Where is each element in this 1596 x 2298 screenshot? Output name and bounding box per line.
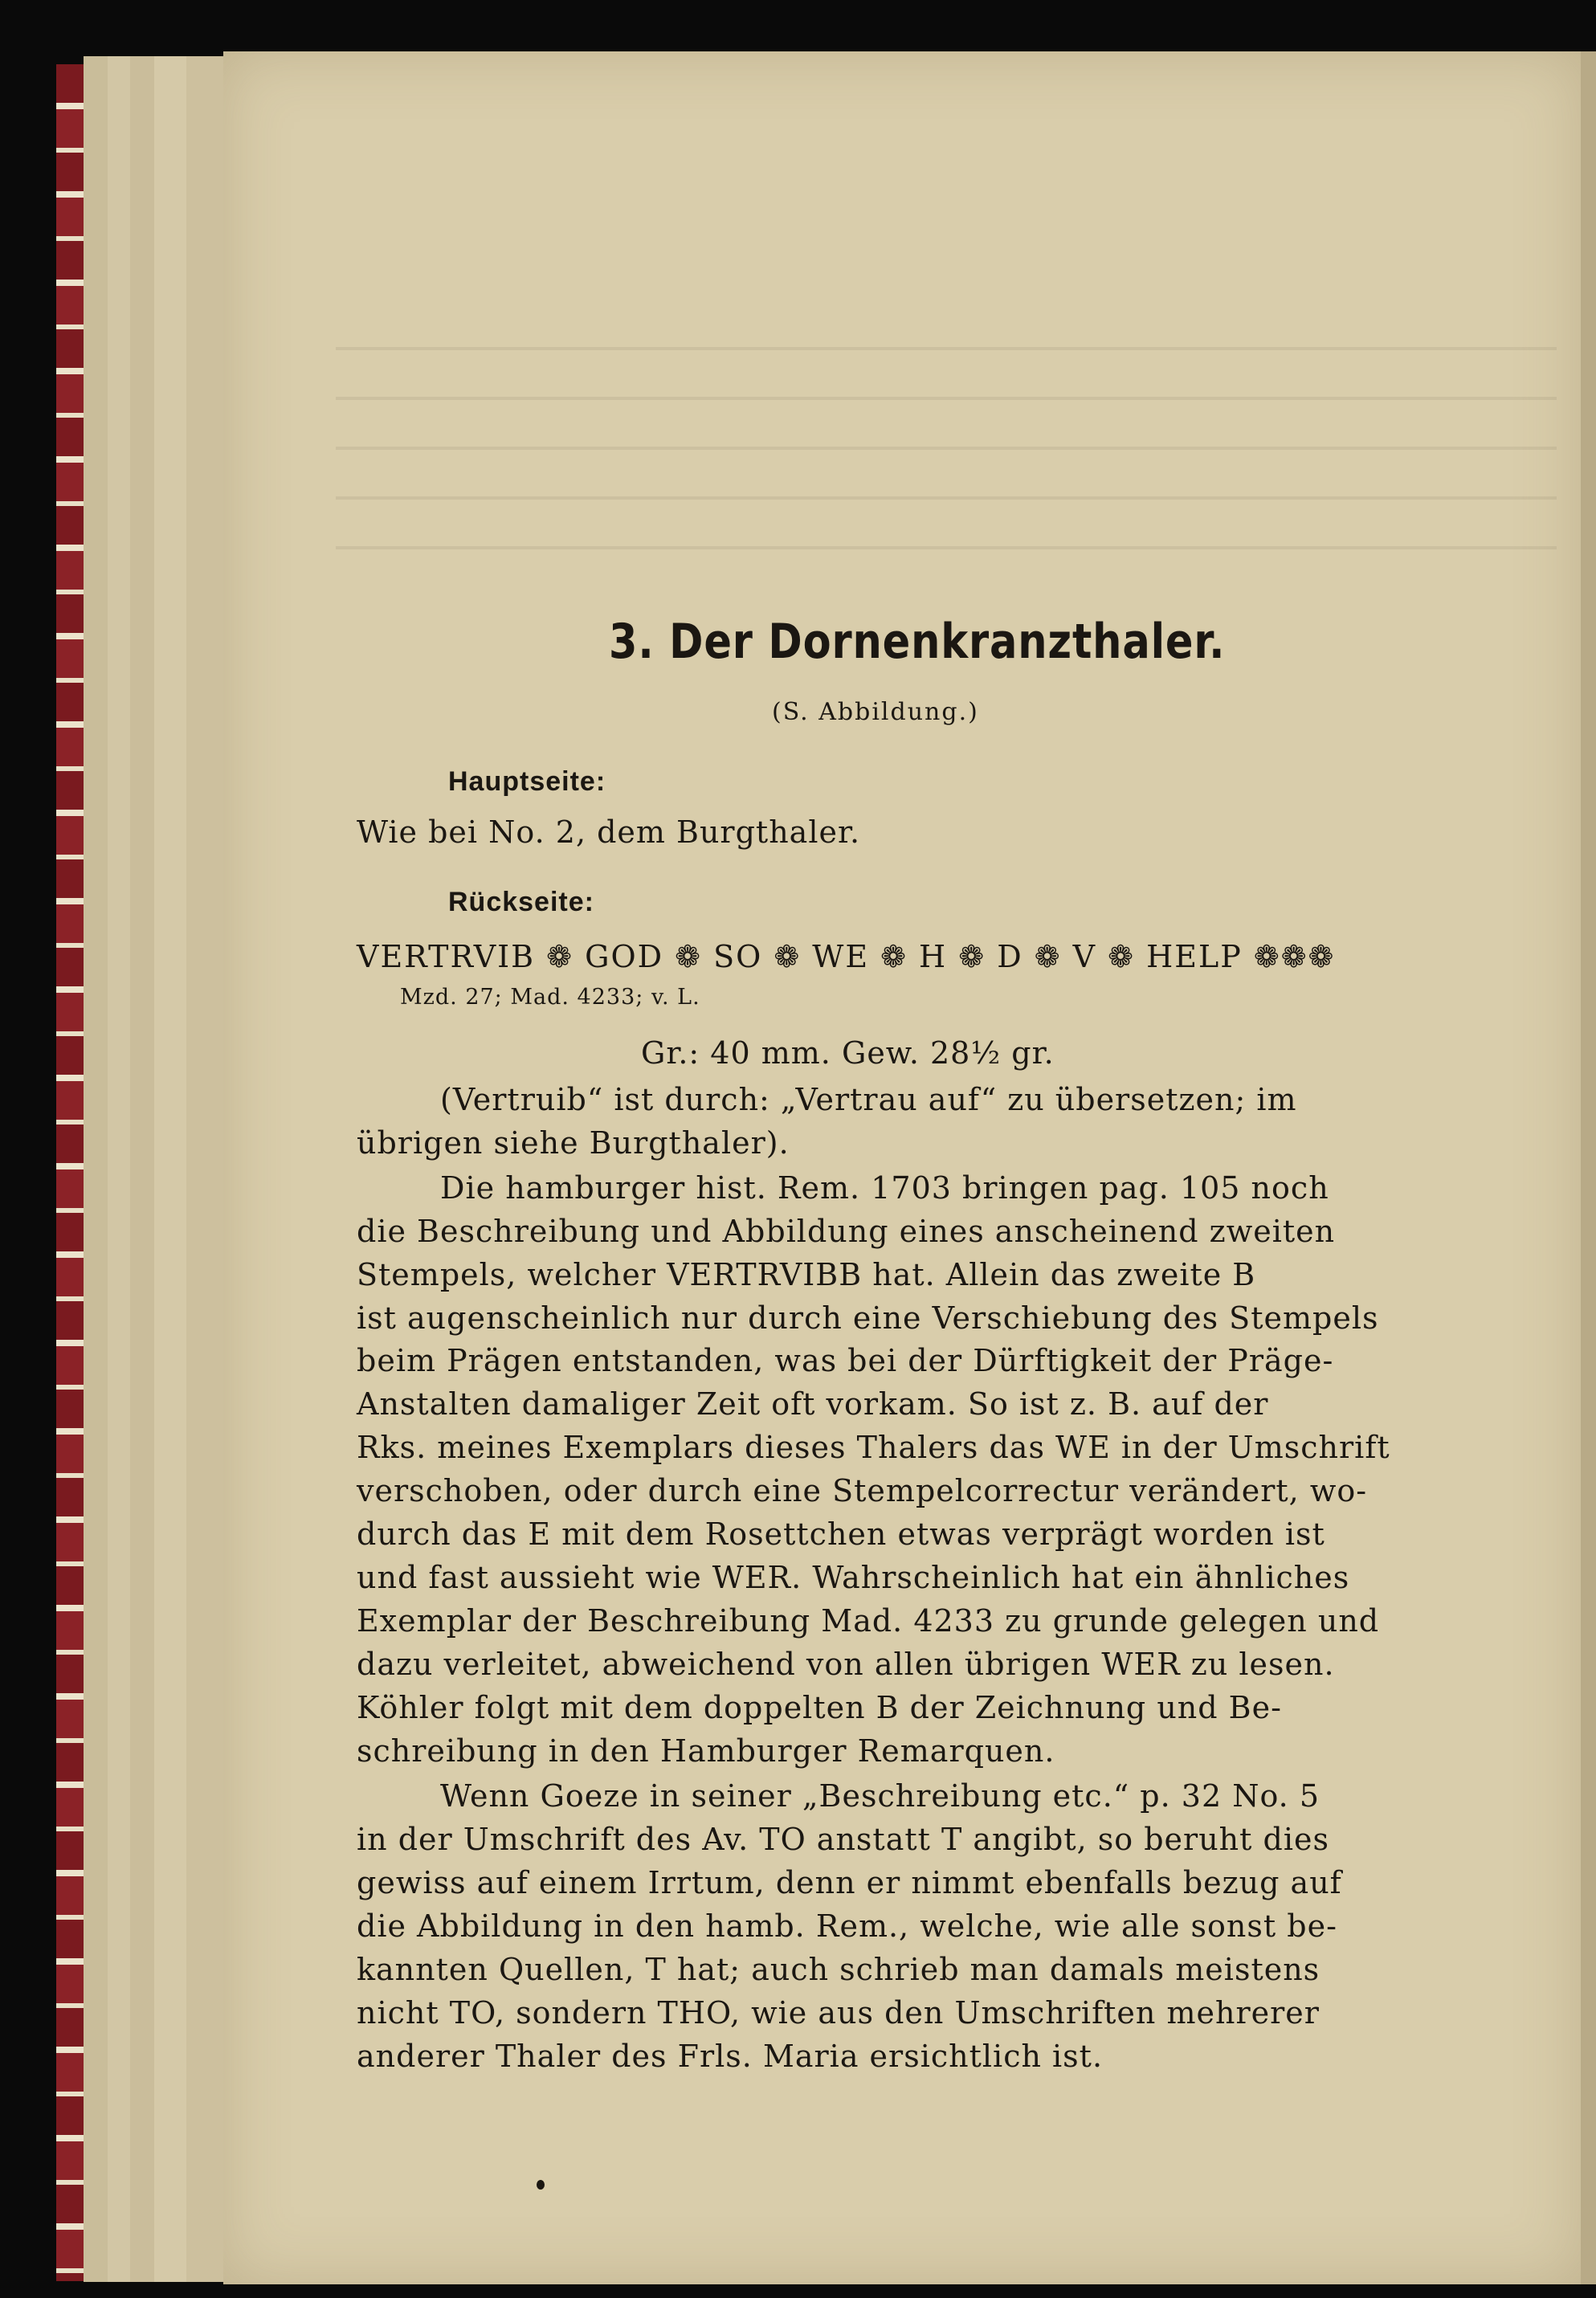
page-title: 3. Der Dornenkranzthaler. — [609, 614, 1226, 670]
body-line: Anstalten damaliger Zeit oft vorkam. So ist z. B. auf der — [357, 1386, 1269, 1422]
body-line: Exemplar der Beschreibung Mad. 4233 zu grunde gelegen und — [357, 1603, 1380, 1639]
body-line: nicht TO, sondern THO, wie aus den Umschriften mehrerer — [357, 1995, 1320, 2031]
ink-dot — [537, 2180, 545, 2190]
body-line: Stempels, welcher VERTRVIBB hat. Allein das zweite B — [357, 1257, 1256, 1292]
body-line: durch das E mit dem Rosettchen etwas verprägt worden ist — [357, 1516, 1325, 1552]
body-line: kannten Quellen, T hat; auch schrieb man damals meistens — [357, 1952, 1320, 1987]
page-edge — [186, 56, 225, 2282]
page-edge — [130, 56, 156, 2282]
page-subtitle: (S. Abbildung.) — [772, 698, 979, 726]
body-line: Köhler folgt mit dem doppelten B der Zeichnung und Be- — [357, 1690, 1282, 1725]
reverse-references: Mzd. 27; Mad. 4233; v. L. — [400, 985, 700, 1010]
binding-spine — [56, 64, 84, 2281]
reverse-legend: VERTRVIB ❁ GOD ❁ SO ❁ WE ❁ H ❁ D ❁ V ❁ HELP ❁❁❁ — [357, 939, 1336, 974]
body-line: verschoben, oder durch eine Stempelcorrectur verändert, wo- — [357, 1473, 1368, 1508]
body-line: die Beschreibung und Abbildung eines anscheinend zweiten — [357, 1214, 1336, 1249]
body-line: und fast aussieht wie WER. Wahrscheinlich hat ein ähnliches — [357, 1560, 1350, 1595]
book-page — [223, 51, 1581, 2284]
show-through-text — [336, 316, 1557, 557]
page-edge — [108, 56, 132, 2282]
body-line: Wenn Goeze in seiner „Beschreibung etc.“ p. 32 No. 5 — [440, 1778, 1320, 1814]
coin-size-weight: Gr.: 40 mm. Gew. 28½ gr. — [641, 1035, 1055, 1071]
body-line: in der Umschrift des Av. TO anstatt T angibt, so beruht dies — [357, 1822, 1329, 1857]
reverse-heading: Rückseite: — [448, 887, 594, 917]
body-line: dazu verleitet, abweichend von allen übrigen WER zu lesen. — [357, 1647, 1335, 1682]
obverse-text: Wie bei No. 2, dem Burgthaler. — [357, 814, 861, 850]
page-edge — [154, 56, 188, 2282]
obverse-heading: Hauptseite: — [448, 766, 606, 797]
body-line: übrigen siehe Burgthaler). — [357, 1125, 790, 1161]
right-page-edge — [1578, 51, 1596, 2284]
body-line: Rks. meines Exemplars dieses Thalers das WE in der Umschrift — [357, 1430, 1390, 1465]
body-line: gewiss auf einem Irrtum, denn er nimmt ebenfalls bezug auf — [357, 1865, 1342, 1900]
body-line: ist augenscheinlich nur durch eine Verschiebung des Stempels — [357, 1300, 1379, 1336]
body-line: schreibung in den Hamburger Remarquen. — [357, 1733, 1055, 1769]
body-line: anderer Thaler des Frls. Maria ersichtlich ist. — [357, 2039, 1104, 2074]
body-line: (Vertruib“ ist durch: „Vertrau auf“ zu übersetzen; im — [440, 1082, 1297, 1117]
body-line: die Abbildung in den hamb. Rem., welche, wie alle sonst be- — [357, 1908, 1337, 1944]
body-line: Die hamburger hist. Rem. 1703 bringen pag. 105 noch — [440, 1170, 1329, 1206]
page-edge — [84, 56, 109, 2282]
body-line: beim Prägen entstanden, was bei der Dürftigkeit der Präge- — [357, 1343, 1334, 1378]
